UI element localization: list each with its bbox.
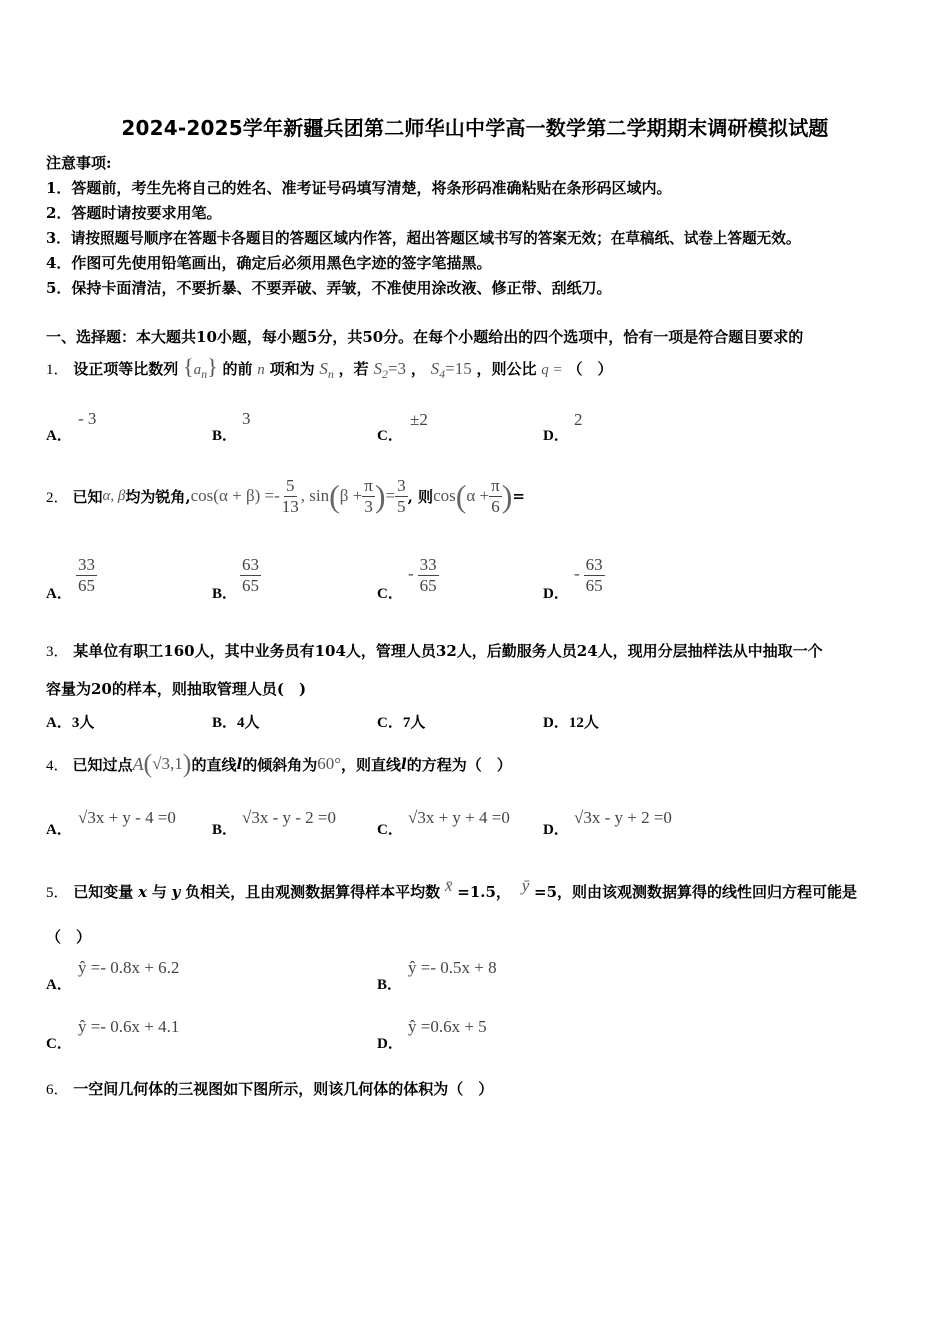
section-heading: 一、选择题：本大题共10小题，每小题5分，共50分。在每个小题给出的四个选项中，恰有一项是符合题目要求的	[46, 328, 804, 346]
question-number: 2．	[46, 489, 69, 506]
q3-option-b[interactable]: B．4人	[212, 715, 260, 731]
q1-option-c-label[interactable]: C．	[377, 428, 403, 444]
fraction: $\frac{3}{5}$	[397, 475, 406, 516]
fraction: $\frac{\pi}{6}$	[491, 475, 500, 516]
q5-option-a-label[interactable]: A．	[46, 977, 72, 993]
q5-option-c-value: ŷ =- 0.6x + 4.1	[78, 1017, 180, 1036]
notice-item-2: 2．答题时请按要求用笔。	[46, 204, 222, 222]
question-6: 6． 一空间几何体的三视图如下图所示，则该几何体的体积为（ ）	[46, 1080, 494, 1098]
notice-heading: 注意事项:	[46, 154, 112, 172]
q1-option-c-value: ±2	[410, 410, 428, 429]
q3-option-d[interactable]: D．12人	[543, 715, 599, 731]
q5-option-a-value: ŷ =- 0.8x + 6.2	[78, 958, 180, 977]
notice-item-4: 4．作图可先使用铅笔画出，确定后必须用黑色字迹的签字笔描黑。	[46, 254, 492, 272]
question-4: 4． 已知过点 A ( √3,1 ) 的直线 l 的倾斜角为 60° ，则直线 l 的方程为（ ）	[46, 749, 512, 778]
fraction: $\frac{\pi}{3}$	[364, 475, 373, 516]
q1-option-b-value: 3	[242, 409, 251, 428]
q4-option-d-value: √3x - y + 2 =0	[574, 808, 672, 827]
q5-option-d-label[interactable]: D．	[377, 1036, 403, 1052]
q2-option-c-value: - $\frac{33}{65}$	[408, 555, 437, 595]
q4-option-a-label[interactable]: A．	[46, 822, 72, 838]
notice-item-3: 3．请按照题号顺序在答题卡各题目的答题区域内作答，超出答题区域书写的答案无效；在草稿纸、试卷上答题无效。	[46, 230, 801, 247]
question-2: 2． 已知 α, β 均为锐角, cos(α + β) =- $\frac{5}{13}$ , sin ( β + $\frac{\pi}{3}$ ) = $\frac{3}{5}$ , 则 cos ( α + $\frac{\pi}{6}$ ) =	[46, 475, 525, 516]
notice-item-1: 1．答题前，考生先将自己的姓名、准考证号码填写清楚，将条形码准确粘贴在条形码区域内。	[46, 179, 672, 197]
q2-option-d-value: - $\frac{63}{65}$	[574, 555, 603, 595]
question-3-line-2: 容量为20的样本，则抽取管理人员( )	[46, 680, 307, 698]
q1-option-a-label[interactable]: A．	[46, 428, 72, 444]
q4-option-b-value: √3x - y - 2 =0	[242, 808, 336, 827]
question-1: 1． 设正项等比数列 $\{a_n\}$ 的前 n 项和为 $S_n$ ，若 $S_2=3$ ， $S_4=15$ ，则公比 q = （ ）	[46, 354, 613, 381]
q1-option-a-value: - 3	[78, 409, 97, 428]
page-title: 2024-2025学年新疆兵团第二师华山中学高一数学第二学期期末调研模拟试题	[121, 116, 829, 140]
q4-option-a-value: √3x + y - 4 =0	[78, 808, 176, 827]
q4-option-c-value: √3x + y + 4 =0	[408, 808, 510, 827]
q5-option-c-label[interactable]: C．	[46, 1036, 72, 1052]
q3-option-a[interactable]: A．3人	[46, 715, 95, 731]
fraction: $\frac{5}{13}$	[281, 475, 299, 516]
q1-option-b-label[interactable]: B．	[212, 428, 238, 444]
question-5-line-2: （ ）	[46, 928, 92, 946]
question-number: 5．	[46, 885, 69, 901]
question-number: 1．	[46, 362, 69, 378]
question-5: 5． 已知变量 x 与 y 负相关，且由观测数据算得样本平均数 x̄ =1.5， ȳ =5，则由该观测数据算得的线性回归方程可能是	[46, 876, 858, 901]
question-3: 3． 某单位有职工160人，其中业务员有104人，管理人员32人，后勤服务人员24人，现用分层抽样法从中抽取一个	[46, 642, 823, 660]
question-number: 3．	[46, 644, 69, 660]
q4-option-d-label[interactable]: D．	[543, 822, 569, 838]
q4-option-c-label[interactable]: C．	[377, 822, 403, 838]
q2-option-b-value: $\frac{63}{65}$	[242, 555, 259, 595]
notice-item-5: 5．保持卡面清洁，不要折暴、不要弄破、弄皱，不准使用涂改液、修正带、刮纸刀。	[46, 279, 612, 297]
q1-option-d-value: 2	[574, 410, 583, 429]
q2-option-d-label[interactable]: D．	[543, 586, 569, 602]
question-number: 6．	[46, 1082, 69, 1098]
q1-option-d-label[interactable]: D．	[543, 428, 569, 444]
q5-option-d-value: ŷ =0.6x + 5	[408, 1017, 487, 1036]
q4-option-b-label[interactable]: B．	[212, 822, 238, 838]
q2-option-b-label[interactable]: B．	[212, 586, 238, 602]
q2-option-c-label[interactable]: C．	[377, 586, 403, 602]
q2-option-a-value: $\frac{33}{65}$	[78, 555, 95, 595]
q5-option-b-value: ŷ =- 0.5x + 8	[408, 958, 497, 977]
q3-option-c[interactable]: C．7人	[377, 715, 426, 731]
question-number: 4．	[46, 757, 69, 774]
q2-option-a-label[interactable]: A．	[46, 586, 72, 602]
q5-option-b-label[interactable]: B．	[377, 977, 403, 993]
